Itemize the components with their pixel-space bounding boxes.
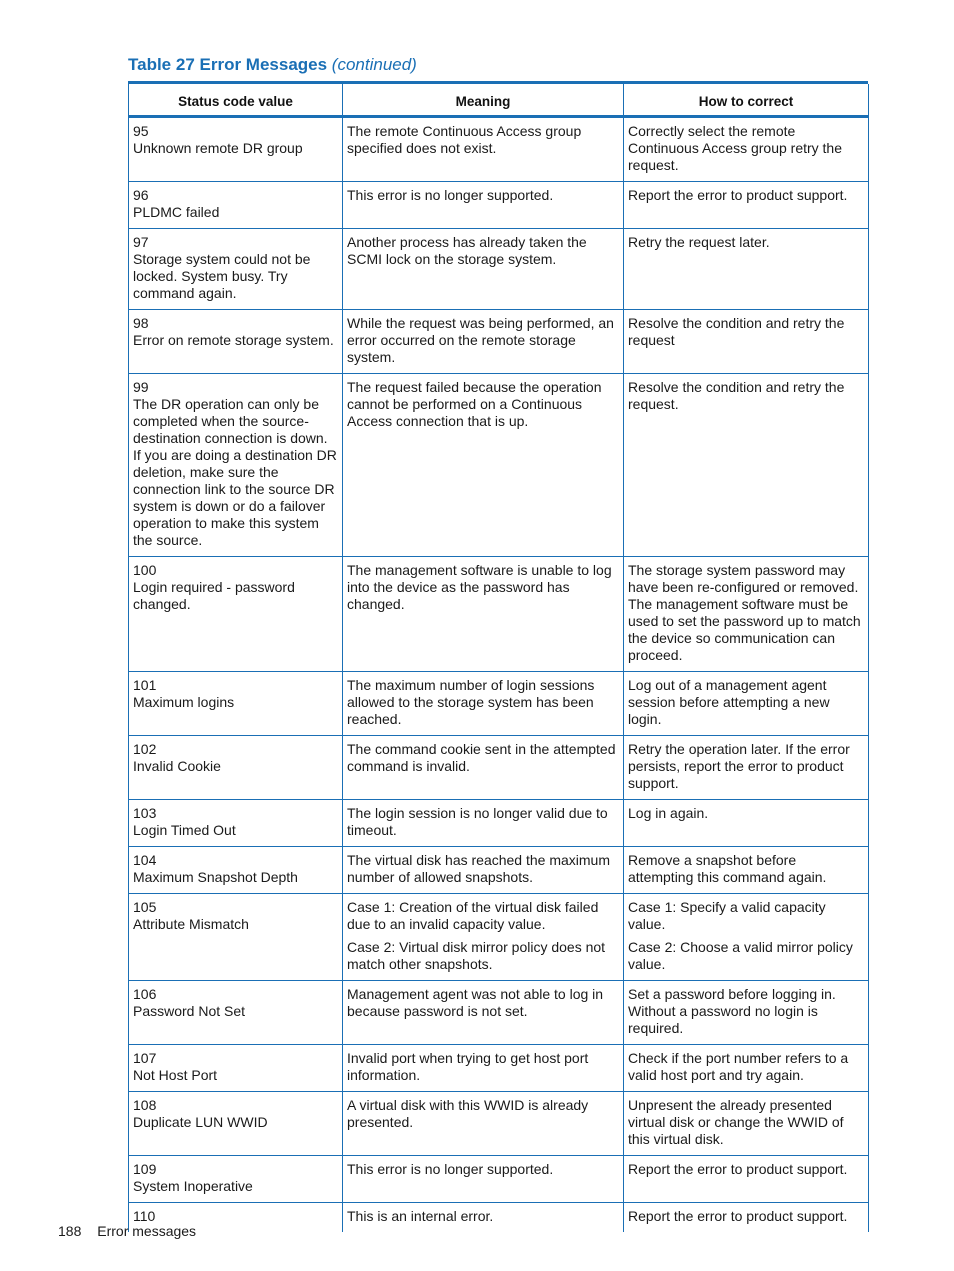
table-row xyxy=(129,894,869,981)
table-body xyxy=(129,117,869,1233)
meaning-text: The remote Continuous Access group specified does not exist. xyxy=(347,123,582,156)
meaning-text: Invalid port when trying to get host port information. xyxy=(347,1050,589,1083)
table-row xyxy=(129,1203,869,1233)
status-code-value: 110 xyxy=(133,1208,156,1224)
footer-section-title: Error messages xyxy=(97,1223,197,1239)
status-code-value: 105 xyxy=(133,899,157,915)
status-code-name: Duplicate LUN WWID xyxy=(133,1114,268,1130)
how-to-correct-text: Log out of a management agent session before attempting a new login. xyxy=(628,677,830,727)
how-to-correct-text: Log in again. xyxy=(628,805,709,821)
status-code-value: 98 xyxy=(133,315,149,331)
table-row xyxy=(129,1156,869,1203)
table-caption-label: Table 27 Error Messages xyxy=(128,55,328,74)
error-messages-table xyxy=(128,84,869,1232)
how-to-correct-text: Case 1: Specify a valid capacity value. xyxy=(628,899,826,932)
status-code-cell xyxy=(129,847,343,894)
status-code-name: Maximum Snapshot Depth xyxy=(133,869,298,885)
meaning-cell xyxy=(343,374,624,557)
how-to-correct-text: Report the error to product support. xyxy=(628,187,848,203)
how-to-correct-cell xyxy=(624,229,869,310)
how-to-correct-cell xyxy=(624,374,869,557)
table-row xyxy=(129,229,869,310)
table-row xyxy=(129,800,869,847)
page-footer xyxy=(58,1223,196,1239)
meaning-text: This error is no longer supported. xyxy=(347,187,554,203)
table-row xyxy=(129,1045,869,1092)
status-code-name: Not Host Port xyxy=(133,1067,218,1083)
status-code-value: 108 xyxy=(133,1097,157,1113)
meaning-cell xyxy=(343,182,624,229)
status-code-value: 97 xyxy=(133,234,149,250)
how-to-correct-text: Report the error to product support. xyxy=(628,1161,848,1177)
how-to-correct-text: Set a password before logging in. Without a password no login is required. xyxy=(628,986,836,1036)
table-row xyxy=(129,374,869,557)
status-code-cell xyxy=(129,310,343,374)
status-code-cell xyxy=(129,1156,343,1203)
meaning-text: This error is no longer supported. xyxy=(347,1161,554,1177)
table-row xyxy=(129,557,869,672)
status-code-name: Attribute Mismatch xyxy=(133,916,249,932)
meaning-text: Case 1: Creation of the virtual disk failed due to an invalid capacity value. xyxy=(347,899,599,932)
how-to-correct-cell xyxy=(624,1156,869,1203)
how-to-correct-text: Unpresent the already presented virtual disk or change the WWID of this virtual disk. xyxy=(628,1097,844,1147)
meaning-text: Management agent was not able to log in because password is not set. xyxy=(347,986,604,1019)
table-row xyxy=(129,981,869,1045)
status-code-value: 99 xyxy=(133,379,149,395)
how-to-correct-cell xyxy=(624,1092,869,1156)
how-to-correct-cell xyxy=(624,1203,869,1233)
status-code-name: Maximum logins xyxy=(133,694,235,710)
how-to-correct-text: Remove a snapshot before attempting this command again. xyxy=(628,852,827,885)
meaning-text: Another process has already taken the SCMI lock on the storage system. xyxy=(347,234,587,267)
how-to-correct-text: Retry the operation later. If the error persists, report the error to product support. xyxy=(628,741,850,791)
meaning-text: The login session is no longer valid due to timeout. xyxy=(347,805,608,838)
table-row xyxy=(129,310,869,374)
how-to-correct-cell xyxy=(624,981,869,1045)
meaning-cell xyxy=(343,117,624,182)
status-code-value: 102 xyxy=(133,741,157,757)
meaning-text: The request failed because the operation cannot be performed on a Continuous Access connection that is up. xyxy=(347,379,602,429)
how-to-correct-text: Retry the request later. xyxy=(628,234,770,250)
status-code-cell xyxy=(129,894,343,981)
meaning-cell xyxy=(343,1092,624,1156)
status-code-name: Unknown remote DR group xyxy=(133,140,303,156)
header-meaning: Meaning xyxy=(343,84,624,117)
status-code-name: The DR operation can only be completed when the source-destination connection is down. If you are doing a destination DR deletion, make sure the connection link to the source DR system is down or do a failover operation to make this system the source. xyxy=(133,396,337,548)
meaning-cell xyxy=(343,894,624,981)
status-code-value: 104 xyxy=(133,852,157,868)
how-to-correct-cell xyxy=(624,182,869,229)
table-row xyxy=(129,182,869,229)
table-row xyxy=(129,847,869,894)
meaning-cell xyxy=(343,800,624,847)
how-to-correct-cell xyxy=(624,672,869,736)
meaning-text: A virtual disk with this WWID is already presented. xyxy=(347,1097,589,1130)
meaning-cell xyxy=(343,1045,624,1092)
how-to-correct-text: Check if the port number refers to a valid host port and try again. xyxy=(628,1050,849,1083)
status-code-cell xyxy=(129,229,343,310)
meaning-cell xyxy=(343,672,624,736)
meaning-text: Case 2: Virtual disk mirror policy does not match other snapshots. xyxy=(347,939,606,972)
status-code-name: Login required - password changed. xyxy=(133,579,295,612)
meaning-cell xyxy=(343,557,624,672)
status-code-value: 106 xyxy=(133,986,157,1002)
how-to-correct-text: Resolve the condition and retry the request. xyxy=(628,379,845,412)
meaning-cell xyxy=(343,229,624,310)
how-to-correct-text: Case 2: Choose a valid mirror policy value. xyxy=(628,939,853,972)
table-row xyxy=(129,1092,869,1156)
status-code-cell xyxy=(129,1045,343,1092)
how-to-correct-text: Resolve the condition and retry the request xyxy=(628,315,845,348)
status-code-cell xyxy=(129,557,343,672)
how-to-correct-cell xyxy=(624,847,869,894)
meaning-text: The maximum number of login sessions allowed to the storage system has been reached. xyxy=(347,677,595,727)
meaning-text: While the request was being performed, an error occurred on the remote storage system. xyxy=(347,315,614,365)
how-to-correct-text: Correctly select the remote Continuous Access group retry the request. xyxy=(628,123,843,173)
table-row xyxy=(129,672,869,736)
status-code-name: Password Not Set xyxy=(133,1003,246,1019)
status-code-value: 107 xyxy=(133,1050,157,1066)
header-status-code: Status code value xyxy=(129,84,343,117)
status-code-name: Error on remote storage system. xyxy=(133,332,334,348)
table-row xyxy=(129,117,869,182)
status-code-value: 96 xyxy=(133,187,149,203)
status-code-cell xyxy=(129,182,343,229)
page-number: 188 xyxy=(58,1223,82,1239)
meaning-cell xyxy=(343,847,624,894)
table-row xyxy=(129,736,869,800)
status-code-cell xyxy=(129,117,343,182)
status-code-value: 100 xyxy=(133,562,157,578)
how-to-correct-text: Report the error to product support. xyxy=(628,1208,848,1224)
meaning-cell xyxy=(343,1156,624,1203)
how-to-correct-cell xyxy=(624,1045,869,1092)
status-code-value: 109 xyxy=(133,1161,157,1177)
meaning-cell xyxy=(343,736,624,800)
status-code-cell xyxy=(129,672,343,736)
meaning-text: The virtual disk has reached the maximum number of allowed snapshots. xyxy=(347,852,610,885)
meaning-text: The management software is unable to log into the device as the password has changed. xyxy=(347,562,612,612)
how-to-correct-cell xyxy=(624,736,869,800)
status-code-name: Storage system could not be locked. System busy. Try command again. xyxy=(133,251,311,301)
status-code-cell xyxy=(129,981,343,1045)
error-messages-table-wrapper xyxy=(128,81,868,1232)
status-code-name: Invalid Cookie xyxy=(133,758,221,774)
how-to-correct-cell xyxy=(624,117,869,182)
meaning-text: The command cookie sent in the attempted command is invalid. xyxy=(347,741,616,774)
status-code-value: 103 xyxy=(133,805,157,821)
meaning-cell xyxy=(343,310,624,374)
status-code-cell xyxy=(129,800,343,847)
how-to-correct-cell xyxy=(624,557,869,672)
header-how-to-correct: How to correct xyxy=(624,84,869,117)
table-header-row xyxy=(129,84,869,117)
status-code-name: PLDMC failed xyxy=(133,204,220,220)
meaning-cell xyxy=(343,981,624,1045)
how-to-correct-cell xyxy=(624,894,869,981)
how-to-correct-cell xyxy=(624,310,869,374)
status-code-value: 101 xyxy=(133,677,157,693)
meaning-cell xyxy=(343,1203,624,1233)
table-caption xyxy=(128,55,417,75)
status-code-name: Login Timed Out xyxy=(133,822,236,838)
status-code-name: System Inoperative xyxy=(133,1178,253,1194)
status-code-cell xyxy=(129,374,343,557)
how-to-correct-cell xyxy=(624,800,869,847)
how-to-correct-text: The storage system password may have been re-configured or removed. The management software must be used to set the password up to match the device so communication can proceed. xyxy=(628,562,861,663)
table-caption-continued: (continued) xyxy=(331,55,417,74)
status-code-cell xyxy=(129,1092,343,1156)
status-code-value: 95 xyxy=(133,123,149,139)
meaning-text: This is an internal error. xyxy=(347,1208,494,1224)
status-code-cell xyxy=(129,736,343,800)
